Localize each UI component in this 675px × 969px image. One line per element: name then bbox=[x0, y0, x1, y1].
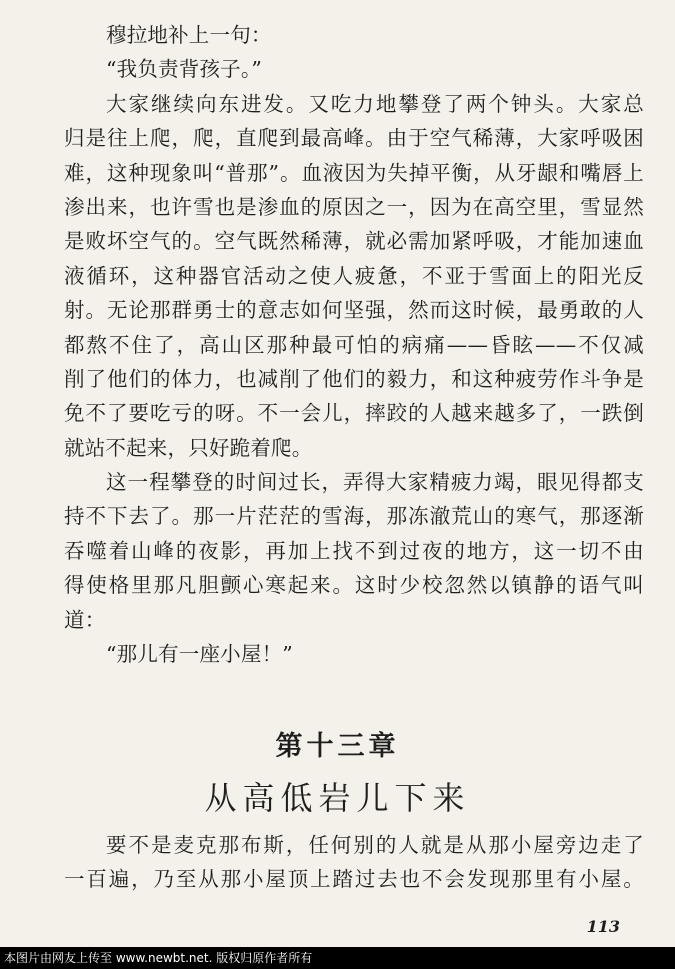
chapter-number: 第十三章 bbox=[275, 731, 400, 762]
copyright-footer: 本图片由网友上传至 www.newbt.net. 版权归原作者所有 bbox=[0, 947, 675, 969]
text-line: 都熬不住了，高山区那种最可怕的病痛——昏眩——不仅减 bbox=[64, 332, 644, 357]
text-line: 要不是麦克那布斯，任何别的人就是从那小屋旁边走了 bbox=[106, 833, 644, 857]
page-number: 113 bbox=[586, 917, 620, 936]
chapter-body-text bbox=[64, 828, 644, 897]
text-line: “那儿有一座小屋！” bbox=[106, 642, 293, 667]
text-line: 持不下去了。那一片茫茫的雪海，那冻澈荒山的寒气，那逐渐 bbox=[64, 504, 644, 529]
text-line: “我负责背孩子。” bbox=[106, 57, 263, 82]
text-line: 射。无论那群勇士的意志如何坚强，然而这时候，最勇敢的人 bbox=[64, 298, 644, 323]
text-line: 难，这种现象叫“普那”。血液因为失掉平衡，从牙龈和嘴唇上 bbox=[64, 160, 644, 185]
text-line: 液循环，这种器官活动之使人疲惫，不亚于雪面上的阳光反 bbox=[64, 263, 644, 288]
text-line: 一百遍，乃至从那小屋顶上踏过去也不会发现那里有小屋。 bbox=[64, 867, 644, 892]
text-line: 得使格里那凡胆颤心寒起来。这时少校忽然以镇静的语气叫 bbox=[64, 573, 644, 598]
text-line: 削了他们的体力，也减削了他们的毅力，和这种疲劳作斗争是 bbox=[64, 366, 644, 391]
text-line: 就站不起来，只好跪着爬。 bbox=[64, 435, 313, 460]
chapter-title: 从高低岩儿下来 bbox=[204, 779, 471, 817]
text-line: 渗出来，也许雪也是渗血的原因之一，因为在高空里，雪显然 bbox=[64, 194, 644, 219]
text-line: 归是往上爬，爬，直爬到最高峰。由于空气稀薄，大家呼吸困 bbox=[64, 126, 644, 151]
text-line: 免不了要吃亏的呀。不一会儿，摔跤的人越来越多了，一跌倒 bbox=[64, 401, 644, 426]
text-line: 这一程攀登的时间过长，弄得大家精疲力竭，眼见得都支 bbox=[106, 470, 644, 495]
text-line: 道： bbox=[64, 607, 106, 632]
body-text bbox=[64, 18, 644, 671]
text-line: 穆拉地补上一句： bbox=[106, 23, 272, 47]
text-line: 是败坏空气的。空气既然稀薄，就必需加紧呼吸，才能加速血 bbox=[64, 229, 644, 254]
text-line: 吞噬着山峰的夜影，再加上找不到过夜的地方，这一切不由 bbox=[64, 538, 644, 563]
text-line: 大家继续向东进发。又吃力地攀登了两个钟头。大家总 bbox=[106, 91, 644, 116]
